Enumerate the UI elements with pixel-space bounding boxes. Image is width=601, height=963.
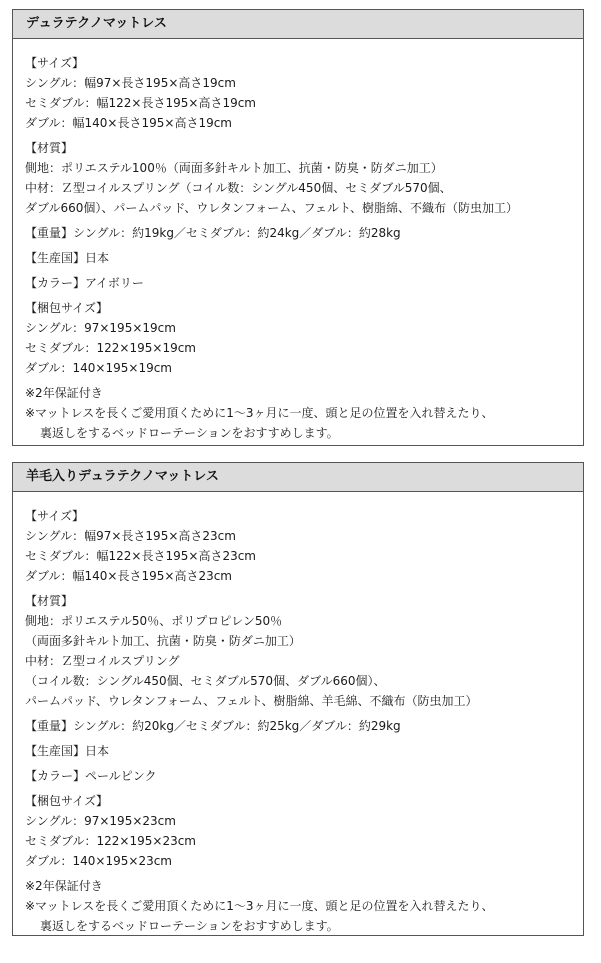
spec-line: ダブル：幅140×長さ195×高さ19cm (25, 116, 232, 130)
product-spec-panel-2 (12, 462, 584, 936)
spec-line: 裏返しをするベッドローテーションをおすすめします。 (40, 919, 339, 933)
spec-heading-line: 【サイズ】 (25, 509, 85, 523)
spec-heading-line: 【カラー】アイボリー (25, 276, 144, 290)
spec-section (25, 298, 583, 378)
spec-line: セミダブル：122×195×19cm (25, 341, 196, 355)
spec-line: セミダブル：幅122×長さ195×高さ19cm (25, 96, 256, 110)
spec-line: 側地：ポリエステル50％、ポリプロピレン50％ (25, 614, 283, 628)
spec-section (25, 741, 583, 761)
spec-heading-line: 【サイズ】 (25, 56, 85, 70)
spec-heading-line: 【カラー】ペールピンク (25, 769, 157, 783)
spec-heading-line: ※2年保証付き (25, 879, 103, 893)
spec-line: 中材：Ｚ型コイルスプリング（コイル数：シングル450個、セミダブル570個、 (25, 181, 452, 195)
spec-section (25, 383, 583, 443)
spec-heading-line: ※2年保証付き (25, 386, 103, 400)
spec-line: セミダブル：122×195×23cm (25, 834, 196, 848)
spec-line: シングル：97×195×23cm (25, 814, 176, 828)
panel-title: デュラテクノマットレス (13, 10, 583, 39)
spec-section (25, 716, 583, 736)
spec-heading-line: 【重量】シングル：約20kg／セミダブル：約25kg／ダブル：約29kg (25, 719, 401, 733)
spec-heading-line: 【生産国】日本 (25, 744, 110, 758)
spec-line: ダブル：140×195×23cm (25, 854, 172, 868)
spec-line: パームパッド、ウレタンフォーム、フェルト、樹脂綿、羊毛綿、不織布（防虫加工） (25, 694, 478, 708)
spec-line: シングル：幅97×長さ195×高さ23cm (25, 529, 236, 543)
spec-line: ※マットレスを長くご愛用頂くために1～3ヶ月に一度、頭と足の位置を入れ替えたり、 (25, 899, 494, 913)
spec-section (25, 53, 583, 133)
spec-line: ダブル660個）、パームパッド、ウレタンフォーム、フェルト、樹脂綿、不織布（防虫加工） (25, 201, 518, 215)
spec-section (25, 591, 583, 711)
spec-heading-line: 【重量】シングル：約19kg／セミダブル：約24kg／ダブル：約28kg (25, 226, 401, 240)
spec-section (25, 766, 583, 786)
spec-heading-line: 【生産国】日本 (25, 251, 110, 265)
spec-heading-line: 【梱包サイズ】 (25, 794, 109, 808)
spec-body (13, 39, 583, 443)
spec-body (13, 492, 583, 936)
spec-section (25, 506, 583, 586)
spec-section (25, 791, 583, 871)
spec-line: 中材：Ｚ型コイルスプリング (25, 654, 180, 668)
spec-line: ※マットレスを長くご愛用頂くために1～3ヶ月に一度、頭と足の位置を入れ替えたり、 (25, 406, 494, 420)
spec-section (25, 248, 583, 268)
spec-line: ダブル：幅140×長さ195×高さ23cm (25, 569, 232, 583)
spec-section (25, 876, 583, 936)
spec-section (25, 223, 583, 243)
spec-heading-line: 【材質】 (25, 141, 74, 155)
spec-line: シングル：幅97×長さ195×高さ19cm (25, 76, 236, 90)
spec-heading-line: 【材質】 (25, 594, 74, 608)
spec-section (25, 273, 583, 293)
spec-line: ダブル：140×195×19cm (25, 361, 172, 375)
spec-section (25, 138, 583, 218)
spec-line: セミダブル：幅122×長さ195×高さ23cm (25, 549, 256, 563)
spec-line: シングル：97×195×19cm (25, 321, 176, 335)
spec-line: （コイル数：シングル450個、セミダブル570個、ダブル660個）、 (25, 674, 386, 688)
spec-line: 裏返しをするベッドローテーションをおすすめします。 (40, 426, 339, 440)
product-spec-panel-1 (12, 9, 584, 446)
spec-line: 側地：ポリエステル100％（両面多針キルト加工、抗菌・防臭・防ダニ加工） (25, 161, 443, 175)
spec-line: （両面多針キルト加工、抗菌・防臭・防ダニ加工） (25, 634, 301, 648)
spec-heading-line: 【梱包サイズ】 (25, 301, 109, 315)
panel-title: 羊毛入りデュラテクノマットレス (13, 463, 583, 492)
